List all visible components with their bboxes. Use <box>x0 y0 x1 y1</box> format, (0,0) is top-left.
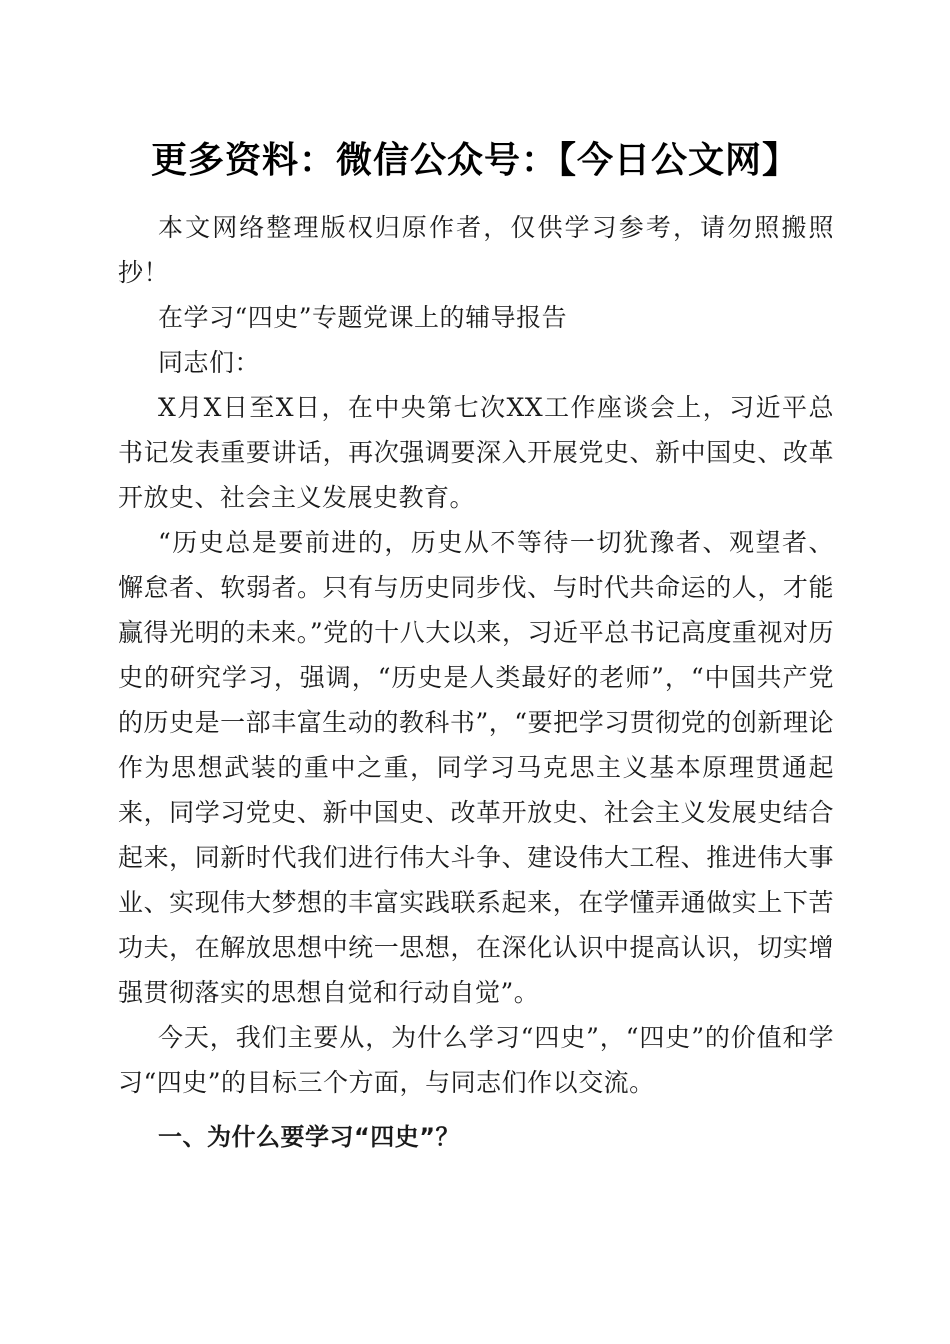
paragraph: X月X日至X日，在中央第七次XX工作座谈会上，习近平总书记发表重要讲话，再次强调要深入开展党史、新中国史、改革开放史、社会主义发展史教育。 <box>118 393 834 512</box>
page-header-title: 更多资料：微信公众号：【今日公文网】 <box>150 139 799 181</box>
salutation: 同志们： <box>158 348 261 377</box>
paragraph: 今天，我们主要从，为什么学习“四史”，“四史”的价值和学习“四史”的目标三个方面，与同志们作以交流。 <box>118 1023 834 1097</box>
copyright-notice: 本文网络整理版权归原作者，仅供学习参考，请勿照搬照抄！ <box>118 213 834 287</box>
paragraph: “历史总是要前进的，历史从不等待一切犹豫者、观望者、懈怠者、软弱者。只有与历史同步伐、与时代共命运的人，才能赢得光明的未来。”党的十八大以来，习近平总书记高度重视对历史的研究学习，强调，“历史是人类最好的老师”，“中国共产党的历史是一部丰富生动的教科书”，“要把学习贯彻党的创新理论作为思想武装的重中之重，同学习马克思主义基本原理贯通起来，同学习党史、新中国史、改革开放史、社会主义发展史结合起来，同新时代我们进行伟大斗争、建设伟大工程、推进伟大事业、实现伟大梦想的丰富实践联系起来，在学懂弄通做实上下苦功夫，在解放思想中统一思想，在深化认识中提高认识，切实增强贯彻落实的思想自觉和行动自觉”。 <box>118 528 834 1007</box>
document-title: 在学习“四史”专题党课上的辅导报告 <box>158 303 568 332</box>
document-body <box>118 205 834 1160</box>
section-heading: 一、为什么要学习“四史”？ <box>158 1123 461 1151</box>
